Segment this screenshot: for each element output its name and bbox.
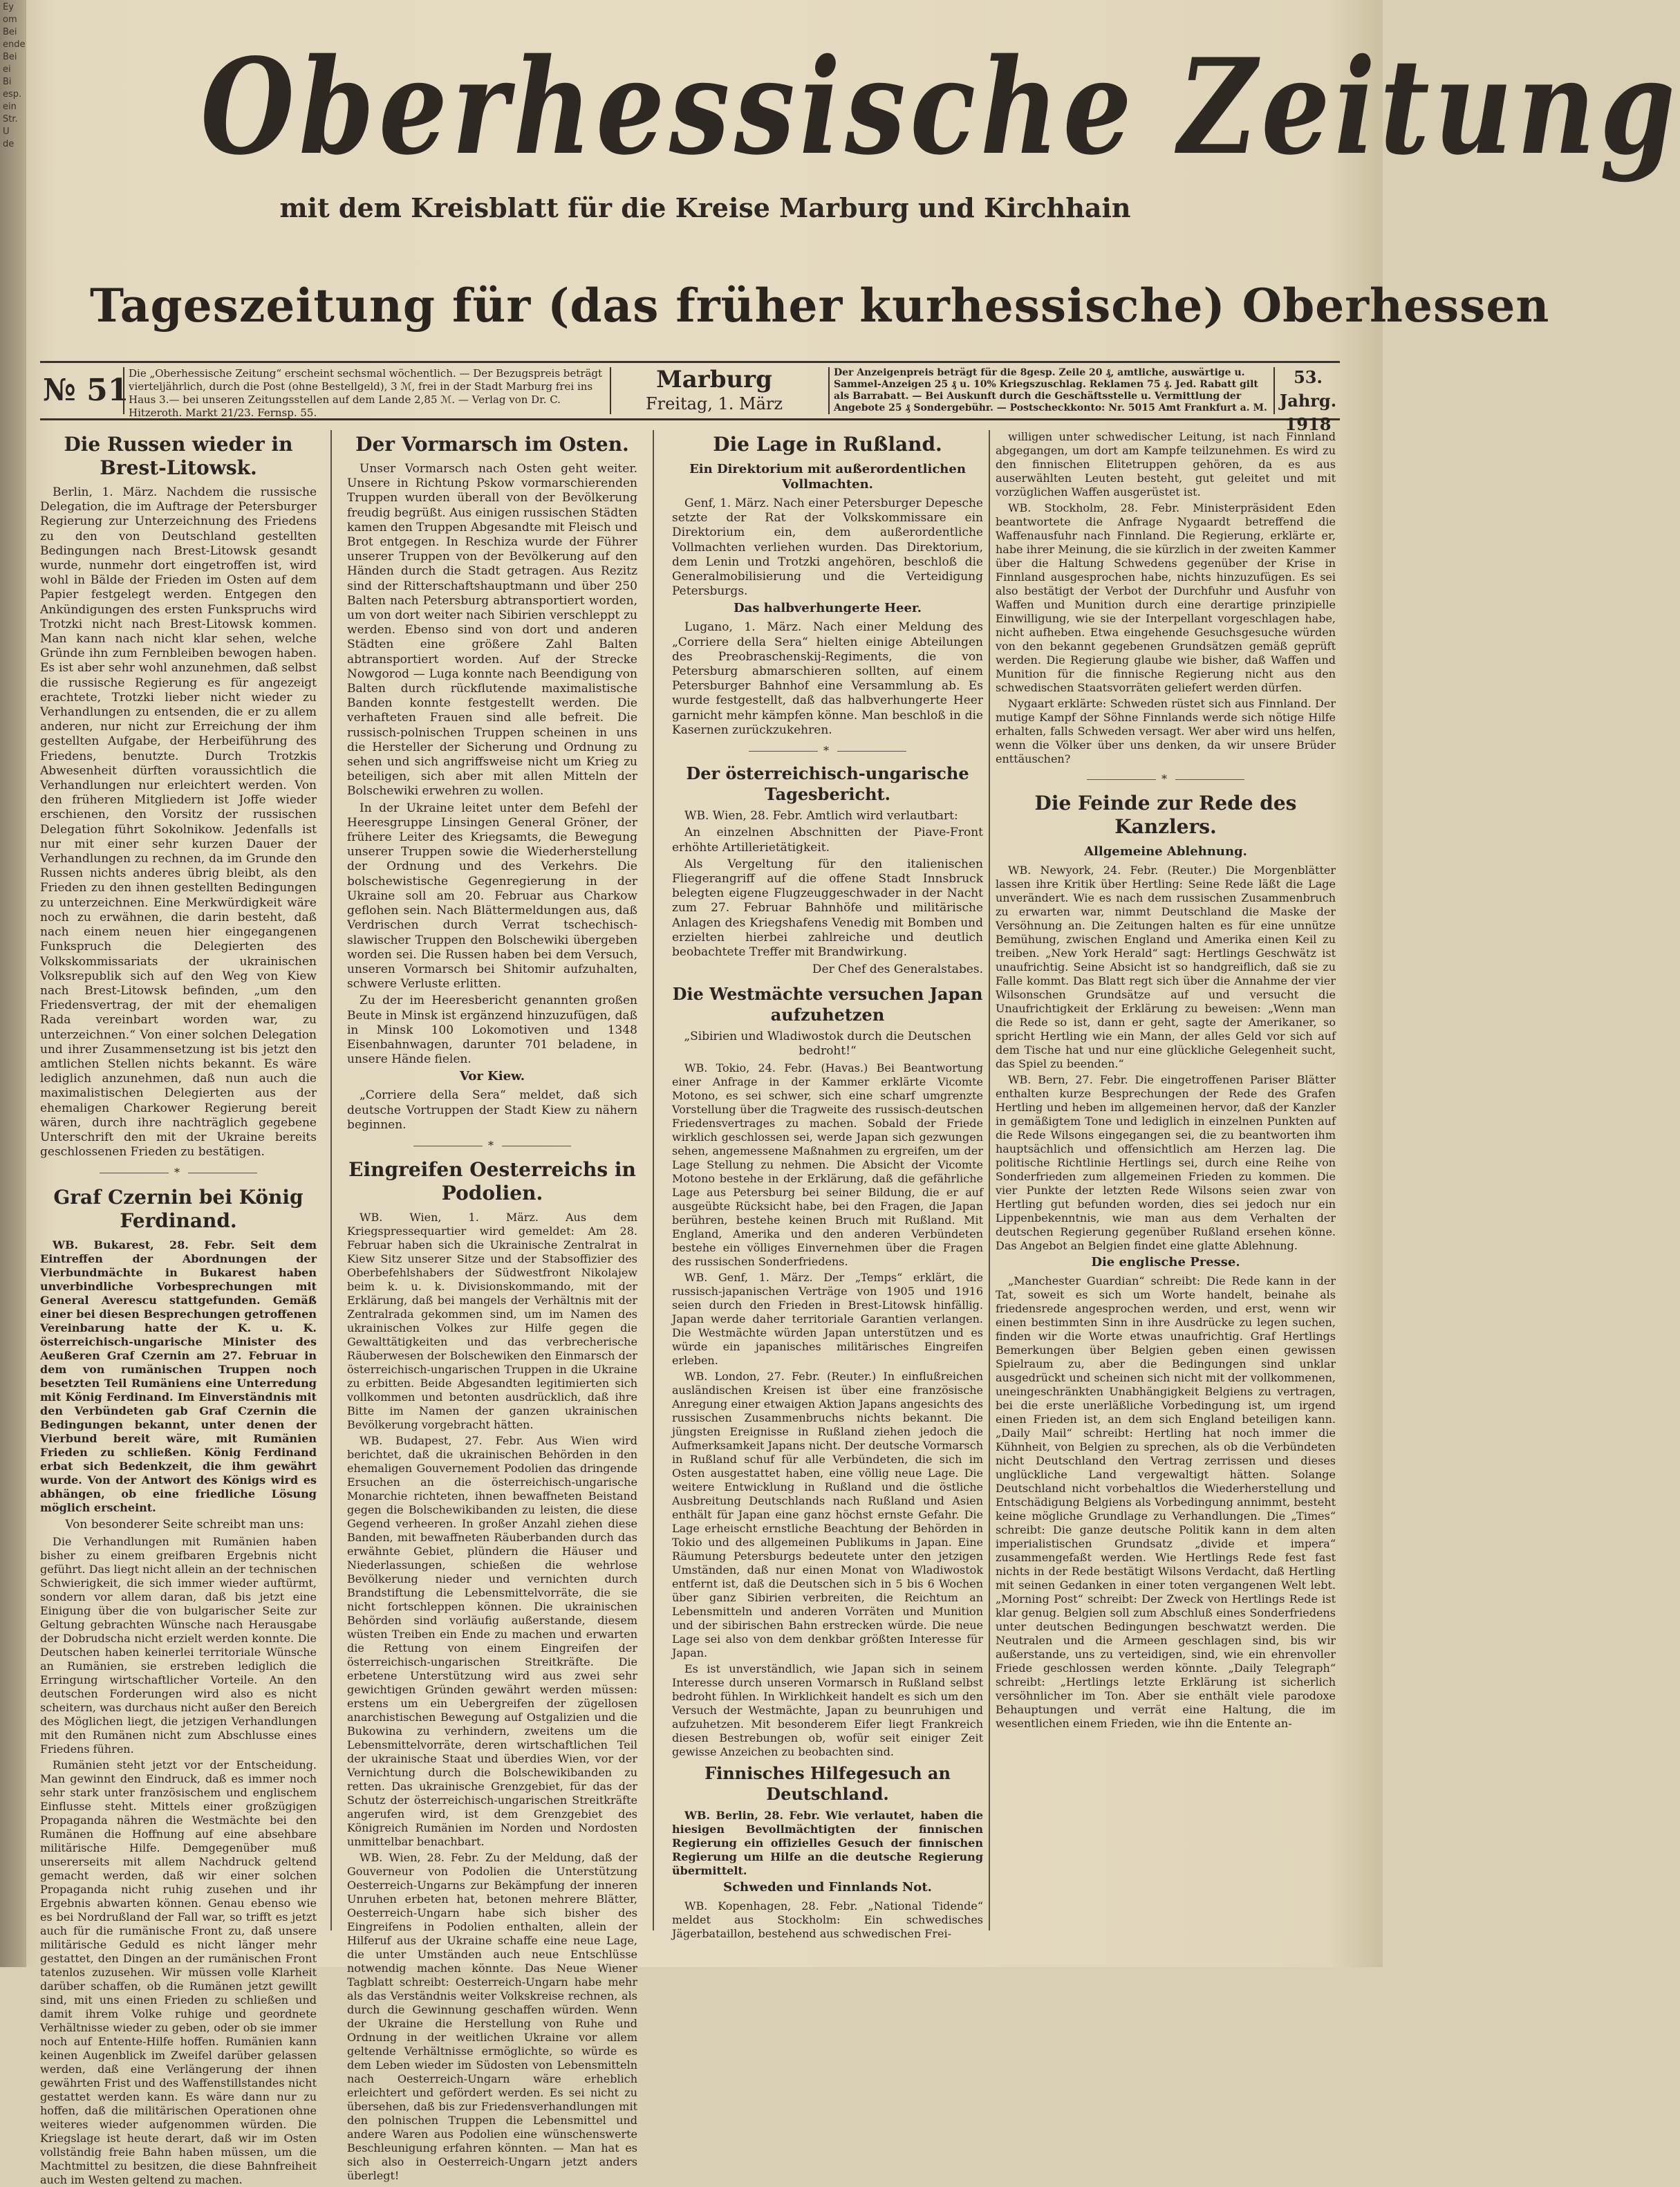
article-headline: Die Russen wieder in Brest-Litowsk. bbox=[64, 433, 293, 479]
article-paragraph: WB. Berlin, 28. Febr. Wie verlautet, haben die hiesigen Bevollmächtigten der finnischen Regierung ein offizielles Gesuch der finnischen Regierung um Hilfe an die deutsche Regierung übermittelt. bbox=[672, 1809, 983, 1878]
column-rule bbox=[653, 430, 654, 1930]
article-paragraph: WB. Genf, 1. März. Der „Temps“ erklärt, die russisch-japanischen Verträge von 1905 und 1916 seien durch den Frieden in Brest-Litowsk hinfällig. Japan werde daher territoriale Garantien verlangen. Die Westmächte würden Japan unterstützen und es würde ein japanisches militärisches Eingreifen erleben. bbox=[672, 1271, 983, 1368]
article-paragraph: willigen unter schwedischer Leitung, ist nach Finnland abgegangen, um dort am Kampfe teilzunehmen. Es wird zu den finnischen Elitetruppen gehören, da es aus auserwählten Leuten besteht, gut geleitet und mit vorzüglichen Waffen ausgerüstet ist. bbox=[996, 430, 1336, 499]
article-subheading: Das halbverhungerte Heer. bbox=[733, 601, 922, 616]
article-paragraph: Rumänien steht jetzt vor der Entscheidung. Man gewinnt den Eindruck, daß es immer noch sehr stark unter französischem und englischem Einflusse steht. Mittels einer großzügigen Propaganda nähren die Westmächte bei den Rumänen die Hoffnung auf eine absehbare militärische Hilfe. Demgegenüber muß unsererseits mit allem Nachdruck geltend gemacht werden, daß wir einer solchen Propaganda nicht ruhig zusehen und ihr Ergebnis abwarten können. Genau ebenso wie es bei Nordrußland der Fall war, so trifft es jetzt auch für die rumänische Front zu, daß unsere militärische Geduld es nicht länger mehr gestattet, den Dingen an der rumänischen Front tatenlos zuzusehen. Wir müssen volle Klarheit darüber schaffen, ob die Rumänen jetzt gewillt sind, mit uns einen Frieden zu schließen und damit ihrem Volke ruhige und geordnete Verhältnisse wieder zu geben, oder ob sie immer noch auf Entente-Hilfe hoffen. Rumänien kann keinen Augenblick im Zweifel darüber gelassen werden, daß eine Verlängerung der ihnen gewährten Frist und des Waffenstillstandes nicht gestattet werden kann. Es wäre dann nur zu hoffen, daß die militärischen Operationen ohne weiteres wieder aufgenommen würden. Die Kriegslage ist heute derart, daß wir im Osten vollständig freie Bahn haben müssen, um die Machtmittel zu besitzen, die diese Bahnfreiheit auch im Westen geltend zu machen. bbox=[40, 1758, 317, 2186]
article-headline: Eingreifen Oesterreichs in Podolien. bbox=[348, 1158, 636, 1205]
article-headline: Der Vormarsch im Osten. bbox=[355, 433, 629, 456]
column-1 bbox=[40, 430, 317, 2186]
article-paragraph: WB. Wien, 28. Febr. Amtlich wird verlautbart: bbox=[684, 809, 958, 823]
separator: * bbox=[40, 1165, 317, 1180]
article-paragraph: „Manchester Guardian“ schreibt: Die Rede kann in der Tat, soweit es sich um Worte handelt, beinahe als friedensrede angesprochen werden, und erst, wenn wir einen bestimmten Sinn in ihre Ausdrücke zu legen suchen, finden wir die Worte etwas unaufrichtig. Graf Hertlings Bemerkungen über Belgien geben einen gewissen Spielraum zu, aber die Bedingungen sind unklar ausgedrückt und scheinen sich nicht mit der vollkommenen, uneingeschränkten Unabhängigkeit Belgiens zu vertragen, bei die erste unerläßliche Vorbedingung ist, um irgend einen Frieden ist, an dem sich England beteiligen kann. „Daily Mail“ schreibt: Hertling hat noch immer die Kühnheit, von Belgien zu sprechen, als ob die Verbündeten nicht Deutschland den Vertrag zerrissen und dieses unglückliche Land vergewaltigt hätten. Solange Deutschland nicht vorbehaltlos die Wiederherstellung und Entschädigung Belgiens als Vorbedingung annimmt, besteht keine mögliche Grundlage zu Verhandlungen. Die „Times“ schreibt: Die ganze deutsche Politik kann in dem alten imperialistischen Grundsatz „divide et impera“ zusammengefaßt werden. Wie Hertlings Rede fest fast nichts in der Rede bestätigt Wilsons Verdacht, daß Hertling mit seinen Gedanken in einer toten vergangenen Welt lebt. „Morning Post“ schreibt: Der Zweck von Hertlings Rede ist klar genug. Belgien soll zum Abschluß eines Sonderfriedens unter deutschen Bedingungen beschwatzt werden. Die Neutralen und die Armeen geschlagen sind, bis wir außerstande, uns zu verteidigen, sind, wie ein ehrenvoller Friede geschlossen werden könnte. „Daily Telegraph“ schreibt: „Hertlings letzte Erklärung ist sicherlich versöhnlicher im Ton. Aber sie enthält viele parodoxe Behauptungen und verrät eine Haltung, die im wesentlichen einem Frieden, wie ihn die Entente an- bbox=[996, 1274, 1336, 1731]
edge-text: Ey bbox=[3, 2, 14, 12]
edge-text: Bei bbox=[3, 52, 17, 62]
subscription-info: Die „Oberhessische Zeitung“ erscheint sechsmal wöchentlich. — Der Bezugspreis beträgt vierteljährlich, durch die Post (ohne Bestellgeld), 3 ℳ, frei in der Stadt Marburg frei ins Haus 3.— bei unseren Zeitungsstellen auf dem Lande 2,85 ℳ. — Verlag von Dr. C. Hitzeroth. Markt 21/23. Fernsp. 55. bbox=[123, 367, 611, 414]
signature: Der Chef des Generalstabes. bbox=[812, 962, 983, 977]
article-headline: Der österreichisch-ungarische Tagesbericht. bbox=[686, 763, 969, 805]
article-headline: Graf Czernin bei König Ferdinand. bbox=[53, 1185, 304, 1232]
volume-year bbox=[1278, 366, 1338, 436]
city: Marburg bbox=[656, 366, 772, 393]
article-paragraph: Zu der im Heeresbericht genannten großen Beute in Minsk ist ergänzend hinzuzufügen, daß in Minsk 100 Lokomotiven und 1348 Eisenbahnwagen, darunter 701 beladene, in unsere Hände fielen. bbox=[347, 994, 637, 1067]
dateline bbox=[614, 366, 814, 414]
edge-text: ei bbox=[3, 64, 11, 75]
newspaper-tagline: Tageszeitung für (das früher kurhessische) Oberhessen bbox=[90, 279, 1550, 333]
edge-text: esp. bbox=[3, 89, 22, 100]
article-paragraph: WB. London, 27. Febr. (Reuter.) In einflußreichen ausländischen Kreisen ist über eine französische Anregung einer etwaigen Aktion Japans angesichts des russischen Zusammenbruchs nichts bekannt. Die jüngsten Ereignisse in Rußland ziehen jedoch die Aufmerksamkeit Japans nicht. Der deutsche Vormarsch in Rußland schuf für alle Verbündeten, die sich im Osten ausgestattet haben, eine völlig neue Lage. Die weitere Entwicklung in Rußland und die östliche Ausbreitung Deutschlands nach Rußland und Asien enthält für Japan eine ganz höchst ernste Gefahr. Die Lage erheischt ernstliche Beachtung der Behörden in Tokio und des allgemeinen Publikums in Japan. Eine Räumung Petersburgs bedeutete unter den jetzigen Umständen, daß nur einen Monat von Wladiwostok entfernt ist, daß die Deutschen sich in 5 bis 6 Wochen über ganz Sibirien verbreiten, die Reichtum an Lebensmitteln und anderen Vorräten und Munition und der sibirischen Bahn erstrecken würde. Die neue Lage sei also von dem denkbar größten Interesse für Japan. bbox=[672, 1370, 983, 1660]
article-paragraph: WB. Kopenhagen, 28. Febr. „National Tidende“ meldet aus Stockholm: Ein schwedisches Jägerbataillon, bestehend aus schwedischen Frei- bbox=[672, 1899, 983, 1941]
article-paragraph: Nygaart erklärte: Schweden rüstet sich aus Finnland. Der mutige Kampf der Söhne Finnlands werde sich nötige Hilfe erhalten, falls Schweden versagt. Wer aber wird uns helfen, wenn die Völker über uns denken, da wir unsere Brüder enttäuschen? bbox=[996, 697, 1336, 765]
article-paragraph: Genf, 1. März. Nach einer Petersburger Depesche setzte der Rat der Volkskommissare ein Direktorium ein, dem außerordentliche Vollmachten verliehen wurden. Das Direktorium, dem Lenin und Trotzki angehören, beschloß die Generalmobilisierung und die Verteidigung Petersburgs. bbox=[672, 496, 983, 599]
article-paragraph: Die Verhandlungen mit Rumänien haben bisher zu einem greifbaren Ergebnis nicht geführt. Das liegt nicht allein an der technischen Schwierigkeit, die sich immer wieder auftürmt, sondern vor allem daran, daß bis jetzt eine Einigung über die von bulgarischer Seite zur Geltung gebrachten Wünsche nach Herausgabe der Dobrudscha nicht erzielt werden konnte. Die Deutschen haben keinerlei territoriale Wünsche an Rumänien, sie erstreben lediglich die Erringung wirtschaftlicher Vorteile. An den deutschen Forderungen wird also es nicht scheitern, was durchaus nicht außer den Bereich des Möglichen liegt, die jetzigen Verhandlungen mit den Rumänen nicht zum Abschlusse eines Friedens führen. bbox=[40, 1534, 317, 1756]
separator: * bbox=[672, 743, 983, 758]
article-paragraph: WB. Budapest, 27. Febr. Aus Wien wird berichtet, daß die ukrainischen Behörden in den ehemaligen Gouvernement Podolien das dringende Ersuchen an die österreichisch-ungarische Monarchie richteten, ihnen bewaffneten Beistand gegen die Bolschewikibanden zu leisten, die diese Gegend verheeren. In großer Anzahl ziehen diese Banden, mit bewaffneten Räuberbanden durch das erwähnte Gebiet, plündern die Häuser und Niederlassungen, schießen die wehrlose Bevölkerung nieder und vernichten durch Brandstiftung die Lebensmittelvorräte, die sie nicht fortschleppen können. Die ukrainischen Behörden sind vorläufig außerstande, diesem wüsten Treiben ein Ende zu machen und erwarten die Rettung von einem Eingreifen der österreichisch-ungarischen Streitkräfte. Die erbetene Unterstützung wird aus zwei sehr gewichtigen Gründen gewährt werden müssen: erstens um ein Uebergreifen der zügellosen anarchistischen Bewegung auf Ostgalizien und die Bukowina zu verhindern, zweitens um die Lebensmittelvorräte, deren wirtschaftlichen Teil der ukrainische Staat und überdies Wien, vor der Vernichtung durch die Bolschewikibanden zu retten. Das ukrainische Grenzgebiet, für das der Schutz der österreichisch-ungarischen Streitkräfte angerufen wird, ist dem Grenzgebiet des Königreich Rumänien im Norden und Nordosten unmittelbar benachbart. bbox=[347, 1434, 637, 1849]
volume: 53. Jahrg. bbox=[1279, 367, 1337, 411]
article-paragraph: Unser Vormarsch nach Osten geht weiter. Unsere in Richtung Pskow vormarschierenden Truppen wurden überall von der Bevölkerung freudig begrüßt. Aus einigen russischen Städten kamen den Truppen Abgesandte mit Fleisch und Brot entgegen. In Reschiza wurde der Führer unserer Truppen von der Bevölkerung auf den Händen durch die Stadt getragen. Aus Rezitz sind der Ritterschaftshauptmann und über 250 Balten nach Petersburg abtransportiert worden, um von dort weiter nach Sibirien verschleppt zu werden. Ebenso sind von dort und anderen Städten eine größere Zahl Balten abtransportiert worden. Auf der Strecke Nowgorod — Luga konnte nach Beendigung von Balten durch rückflutende maximalistische Banden konnte festgestellt werden. Die verhafteten Frauen sind alle befreit. Die russisch-polnischen Truppen scheinen in uns die Hersteller der Sicherung und Ordnung zu sehen und sich angriffsweise nicht um Krieg zu beteiligen, sich aber mit allen Mitteln der Bolschewiki erwehren zu wollen. bbox=[347, 462, 637, 799]
article-headline: Die Lage in Rußland. bbox=[713, 433, 942, 456]
edge-text: Str. bbox=[3, 114, 18, 124]
article-paragraph: Es ist unverständlich, wie Japan sich in seinem Interesse durch unseren Vormarsch in Rußland selbst bedroht fühlen. In Wirklichkeit handelt es sich um den Versuch der Westmächte, Japan zu beunruhigen und aufzuhetzen. Mit besonderem Eifer liegt Frankreich diesen Bestrebungen ob, wofür seit einiger Zeit gewisse Anzeichen zu beobachten sind. bbox=[672, 1662, 983, 1759]
article-headline: Die Westmächte versuchen Japan aufzuhetzen bbox=[672, 984, 983, 1025]
article-paragraph: WB. Wien, 1. März. Aus dem Kriegspressequartier wird gemeldet: Am 28. Februar haben sich die Ukrainische Zentralrat in Kiew Sitz unserer Sitze und der Stabsoffizier des Oberbefehlshabers der Südwestfront Nikolajew beim k. u. k. Divisionskommando, mit der Erklärung, daß bei mangels der Verhältnis mit der Zentralrada gekommen sind, um im Namen des ukrainischen Volkes zur Hilfe gegen die Gewalttätigkeiten und das verbrecherische Räuberwesen der Bolschewiken den Einmarsch der österreichisch-ungarischen Truppen in die Ukraine zu erbitten. Beide Abgesandten legitimierten sich vollkommen und betonten ausdrücklich, daß ihre Bitte im Namen der ganzen ukrainischen Bevölkerung vorgebracht hätten. bbox=[347, 1211, 637, 1432]
article-paragraph: Von besonderer Seite schreibt man uns: bbox=[65, 1517, 304, 1532]
issue-number: № 51 bbox=[43, 373, 129, 408]
article-paragraph: WB. Bern, 27. Febr. Die eingetroffenen Pariser Blätter enthalten kurze Besprechungen der Rede des Grafen Hertling und heben im allgemeinen hervor, daß der Kanzler in gemäßigtem Tone und lediglich in einzelnen Punkten auf die Rede Wilsons eingegangen sei, die zu beantworten ihm hauptsächlich und offensichtlich am Herzen lag. Die politische Richtlinie Hertlings sei, durch eine Reihe von Sonderfrieden zum allgemeinen Frieden zu kommen. Die vier Punkte der letzten Rede Wilsons seien zwar von Hertling gut befunden worden, dies sei jedoch nur ein Lippenbekenntnis, wie man aus dem Verhalten der deutschen Regierung gegenüber Rußland ersehen könne. Das Angebot an Belgien findet eine glatte Ablehnung. bbox=[996, 1073, 1336, 1253]
info-bar bbox=[40, 361, 1340, 434]
article-paragraph: An einzelnen Abschnitten der Piave-Front erhöhte Artillerietätigkeit. bbox=[672, 826, 983, 855]
edge-text: U bbox=[3, 127, 10, 137]
article-subheading: Allgemeine Ablehnung. bbox=[1084, 844, 1247, 859]
article-subheading: Schweden und Finnlands Not. bbox=[723, 1880, 932, 1895]
advertising-info: Der Anzeigenpreis beträgt für die 8gesp. Zeile 20 ₰, amtliche, auswärtige u. Sammel-Anzeigen 25 ₰ u. 10% Kriegszuschlag. Reklamen 75 ₰. Jed. Rabatt gilt als Barrabatt. — Bei Auskunft durch die Geschäftsstelle u. Vermittlung der Angebote 25 ₰ Sondergebühr. — Postscheckkonto: Nr. 5015 Amt Frankfurt a. M. bbox=[828, 367, 1275, 414]
article-paragraph: WB. Stockholm, 28. Febr. Ministerpräsident Eden beantwortete die Anfrage Nygaardt betreffend die Waffenausfuhr nach Finnland. Die Regierung, erklärte er, habe ihrer Meinung, die sie kürzlich in der zweiten Kammer über die Haltung Schwedens gegenüber der Krise in Finnland ausgesprochen habe, nichts hinzuzufügen. Es sei also bestätigt der Verbot der Durchfuhr und Ausfuhr von Waffen und Munition durch eine derartige prinzipielle Einwilligung, wie sie der Interpellant vorgeschlagen habe, nicht aufheben. Etwa eingehende Gesuchsgesuche würden von den bekannt gegebenen Grundsätzen gemäß geprüft werden. Die Regierung glaube wie bisher, daß Waffen und Munition für die finnische Regierung nicht aus den schwedischen Staatsvorräten geliefert werden dürfen. bbox=[996, 501, 1336, 694]
column-3 bbox=[672, 430, 983, 1941]
article-headline: Finnisches Hilfegesuch an Deutschland. bbox=[704, 1763, 951, 1805]
adjacent-page-edge bbox=[0, 0, 26, 1967]
edge-text: ein bbox=[3, 102, 17, 112]
article-paragraph: WB. Wien, 28. Febr. Zu der Meldung, daß der Gouverneur von Podolien die Unterstützung Oesterreich-Ungarns zur Bekämpfung der inneren Unruhen erbeten hat, betonen mehrere Blätter, Oesterreich-Ungarn habe sich bisher des Eingreifens in Podolien enthalten, allein der Hilferuf aus der Ukraine schaffe eine neue Lage, die unter Umständen auch neue Entschlüsse notwendig machen könnte. Das Neue Wiener Tagblatt schreibt: Oesterreich-Ungarn habe mehr als das Verständnis weiter Volkskreise rechnen, als durch die Gewinnung geschaffen würden. Wenn der Ukraine die Herstellung von Ruhe und Ordnung in der weitlichen Ukraine vor allem geltende Verhältnisse ermöglichte, so würde es dem Leben wieder im Südosten von Lebensmitteln nach Oesterreich-Ungarn wäre erheblich erleichtert und gefördert werden. Es sei nicht zu übersehen, daß bis zur Friedensverhandlungen mit den polnischen Truppen die Lebensmittel und andere Waren aus Podolien eine wünschenswerte Beschleunigung erfahren könnten. — Man hat es sich also in Oesterreich-Ungarn jetzt anders überlegt! bbox=[347, 1851, 637, 2183]
article-paragraph: WB. Tokio, 24. Febr. (Havas.) Bei Beantwortung einer Anfrage in der Kammer erklärte Vicomte Motono, es sei schwer, sich eine scharf umgrenzte Vorstellung über die Tragweite des russisch-deutschen Friedensvertrages zu machen. Sobald der Friede wirklich geschlossen sei, werde Japan sich gezwungen sehen, angemessene Maßnahmen zu ergreifen, um der Lage Stellung zu nehmen. Die Absicht der Vicomte Motono bestehe in der Erklärung, daß die gefährliche Lage aus Petersburg bei seiner Bildung, die er auf ausgeübte Rücksicht habe, bei den Fragen, die Japan berühren, bestehe keinen Bruch mit Rußland. Mit England, Amerika und den anderen Verbündeten bestehe ein völliges Einvernehmen über die Fragen des russischen Sonderfriedens. bbox=[672, 1061, 983, 1269]
article-subheading: „Sibirien und Wladiwostok durch die Deutschen bedroht!“ bbox=[684, 1030, 971, 1059]
article-headline: Die Feinde zur Rede des Kanzlers. bbox=[1034, 792, 1297, 839]
article-paragraph: Berlin, 1. März. Nachdem die russische Delegation, die im Auftrage der Petersburger Regierung zur Unterzeichnung des Friedens zu den von Deutschland gestellten Bedingungen nach Brest-Litowsk gesandt wurde, nunmehr dort eingetroffen ist, wird wohl in Bälde der Frieden im Osten auf dem Papier festgelegt werden. Entgegen den Ankündigungen des ersten Funkspruchs wird Trotzki nicht nach Brest-Litowsk kommen. Man kann nach nicht klar sehen, welche Gründe ihn zum Fernbleiben bewogen haben. Es ist aber sehr wohl anzunehmen, daß selbst die russische Regierung es für angezeigt erachtete, Trotzki lieber nicht wieder zu Verhandlungen zu entsenden, die er zu allem anderen, nur nicht zur Erreichung der ihm gestellten Aufgabe, der Herbeiführung des Friedens, benutzte. Durch Trotzkis Abwesenheit dürften voraussichtlich die Verhandlungen nur erleichtert werden. Von den früheren Mitgliedern ist Joffe wieder erschienen, den Vorsitz der russischen Delegation führt Sokolnikow. Jedenfalls ist nur mit einer sehr kurzen Dauer der Verhandlungen zu rechnen, da im Grunde den Russen nichts anderes übrig bleibt, als den Frieden zu den ihnen gestellten Bedingungen zu unterzeichnen. Eine Merkwürdigkeit wäre noch zu erwähnen, die darin besteht, daß nach einem neuen hier eingegangenen Funkspruch die Delegierten des Volkskommissariats der ukrainischen Volksrepublik sich auf den Weg von Kiew nach Brest-Litowsk befinden, „um den Friedensvertrag, der mit der ehemaligen Rada vereinbart worden war, zu unterzeichnen.“ Von einer solchen Delegation und ihrer Zusammensetzung ist bis jetzt den amtlichen Stellen nichts bekannt. Es wäre lediglich anzunehmen, daß nun auch die maximalistischen Delegierten aus der ehemaligen Charkower Regierung bereit wären, durch ihre nachträglich gegebene Unterschrift den mit der Ukraine bereits geschlossenen Frieden zu bestätigen. bbox=[40, 485, 317, 1160]
separator: * bbox=[996, 772, 1336, 786]
article-subheading: Ein Direktorium mit außerordentlichen Vollmachten. bbox=[689, 462, 966, 492]
article-paragraph: In der Ukraine leitet unter dem Befehl der Heeresgruppe Linsingen General Gröner, der frühere Leiter des Kriegsamts, die Bewegung unserer Truppen sowie die Wiederherstellung der Ordnung und des Verkehrs. Die bolschewistische Gegenregierung in der Ukraine soll am 20. Februar aus Charkow geflohen sein. Nach Blättermeldungen aus, daß Verdrischen durch Verrat tschechisch-slawischer Truppen den Bolschewiki übergeben worden sei. Die Russen haben bei dem Versuch, unseren Vormarsch bei Shitomir aufzuhalten, schwere Verluste erlitten. bbox=[347, 801, 637, 992]
article-subheading: Vor Kiew. bbox=[460, 1069, 525, 1084]
article-paragraph: WB. Newyork, 24. Febr. (Reuter.) Die Morgenblätter lassen ihre Kritik über Hertling: Seine Rede läßt die Lage unverändert. Wie es nach dem russischen Zusammenbruch zu erwarten war, nimmt Deutschland die Maske der Versöhnung an. Die Zeitungen halten es für eine unnütze Bemühung, zwischen England und Amerika einen Keil zu treiben. „New York Herald“ sagt: Hertlings Geschwätz ist unaufrichtig. Seine Absicht ist so handgreiflich, daß sie zu Falle kommt. Das Blatt regt sich über die Annahme der vier Wilsonschen Grundsätze auf und versucht die Unaufrichtigkeit der Erklärung zu beweisen: „Wenn man die Rede so ist, dann er geht, sagte der Amerikaner, so spricht Hertling wie ein Mann, der alles Geld vor sich auf dem Tische hat und nur eine glückliche Gelegenheit sucht, das Spiel zu beenden.“ bbox=[996, 864, 1336, 1071]
edge-text: Bi bbox=[3, 77, 12, 87]
article-paragraph: Als Vergeltung für den italienischen Fliegerangriff auf die offene Stadt Innsbruck belegten eigene Flugzeuggeschwader in der Nacht zum 27. Februar Bahnhöfe und militärische Anlagen des Kriegshafens Venedig mit Bomben und erzielten hierbei zahlreiche und deutlich beobachtete Treffer mit Brandwirkung. bbox=[672, 857, 983, 960]
article-paragraph: WB. Bukarest, 28. Febr. Seit dem Eintreffen der Abordnungen der Vierbundmächte in Bukarest haben unverbindliche Vorbesprechungen mit General Averescu stattgefunden. Gemäß einer bei diesen Besprechungen getroffenen Vereinbarung hatte der K. u. K. österreichisch-ungarische Minister des Aeußeren Graf Czernin am 27. Februar in dem von rumänischen Truppen noch besetzten Teil Rumäniens eine Unterredung mit König Ferdinand. Im Einverständnis mit den Verbündeten gab Graf Czernin die Bedingungen bekannt, unter denen der Vierbund bereit wäre, mit Rumänien Frieden zu schließen. König Ferdinand erbat sich Bedenkzeit, die ihm gewährt wurde. Von der Antwort des Königs wird es abhängen, ob eine friedliche Lösung möglich erscheint. bbox=[40, 1238, 317, 1514]
article-paragraph: Lugano, 1. März. Nach einer Meldung des „Corriere della Sera“ hielten einige Abteilungen des Preobraschenskij-Regiments, die von Petersburg abmarschieren sollten, auf einem Petersburger Bahnhof eine Versammlung ab. Es wurde festgestellt, daß das halbverhungerte Heer garnicht mehr kämpfen könne. Man beschloß in die Kasernen zurückzukehren. bbox=[672, 620, 983, 737]
edge-text: ende bbox=[3, 39, 26, 50]
issue-date: Freitag, 1. März bbox=[645, 394, 783, 413]
column-4 bbox=[996, 430, 1336, 1937]
edge-text: Bei bbox=[3, 27, 17, 37]
newspaper-subtitle: mit dem Kreisblatt für die Kreise Marburg und Kirchhain bbox=[279, 192, 1131, 223]
separator: * bbox=[347, 1138, 637, 1153]
newspaper-title: Oberhessische Zeitung bbox=[200, 30, 1680, 184]
column-rule bbox=[330, 430, 332, 1930]
year: 1918 bbox=[1285, 414, 1332, 434]
column-2 bbox=[347, 430, 637, 2183]
article-paragraph: „Corriere della Sera“ meldet, daß sich deutsche Vortruppen der Stadt Kiew zu nähern beginnen. bbox=[347, 1088, 637, 1132]
article-subheading: Die englische Presse. bbox=[1091, 1255, 1240, 1270]
column-rule bbox=[989, 430, 990, 1930]
masthead bbox=[90, 28, 1680, 235]
edge-text: om bbox=[3, 15, 17, 25]
edge-text: de bbox=[3, 139, 15, 149]
